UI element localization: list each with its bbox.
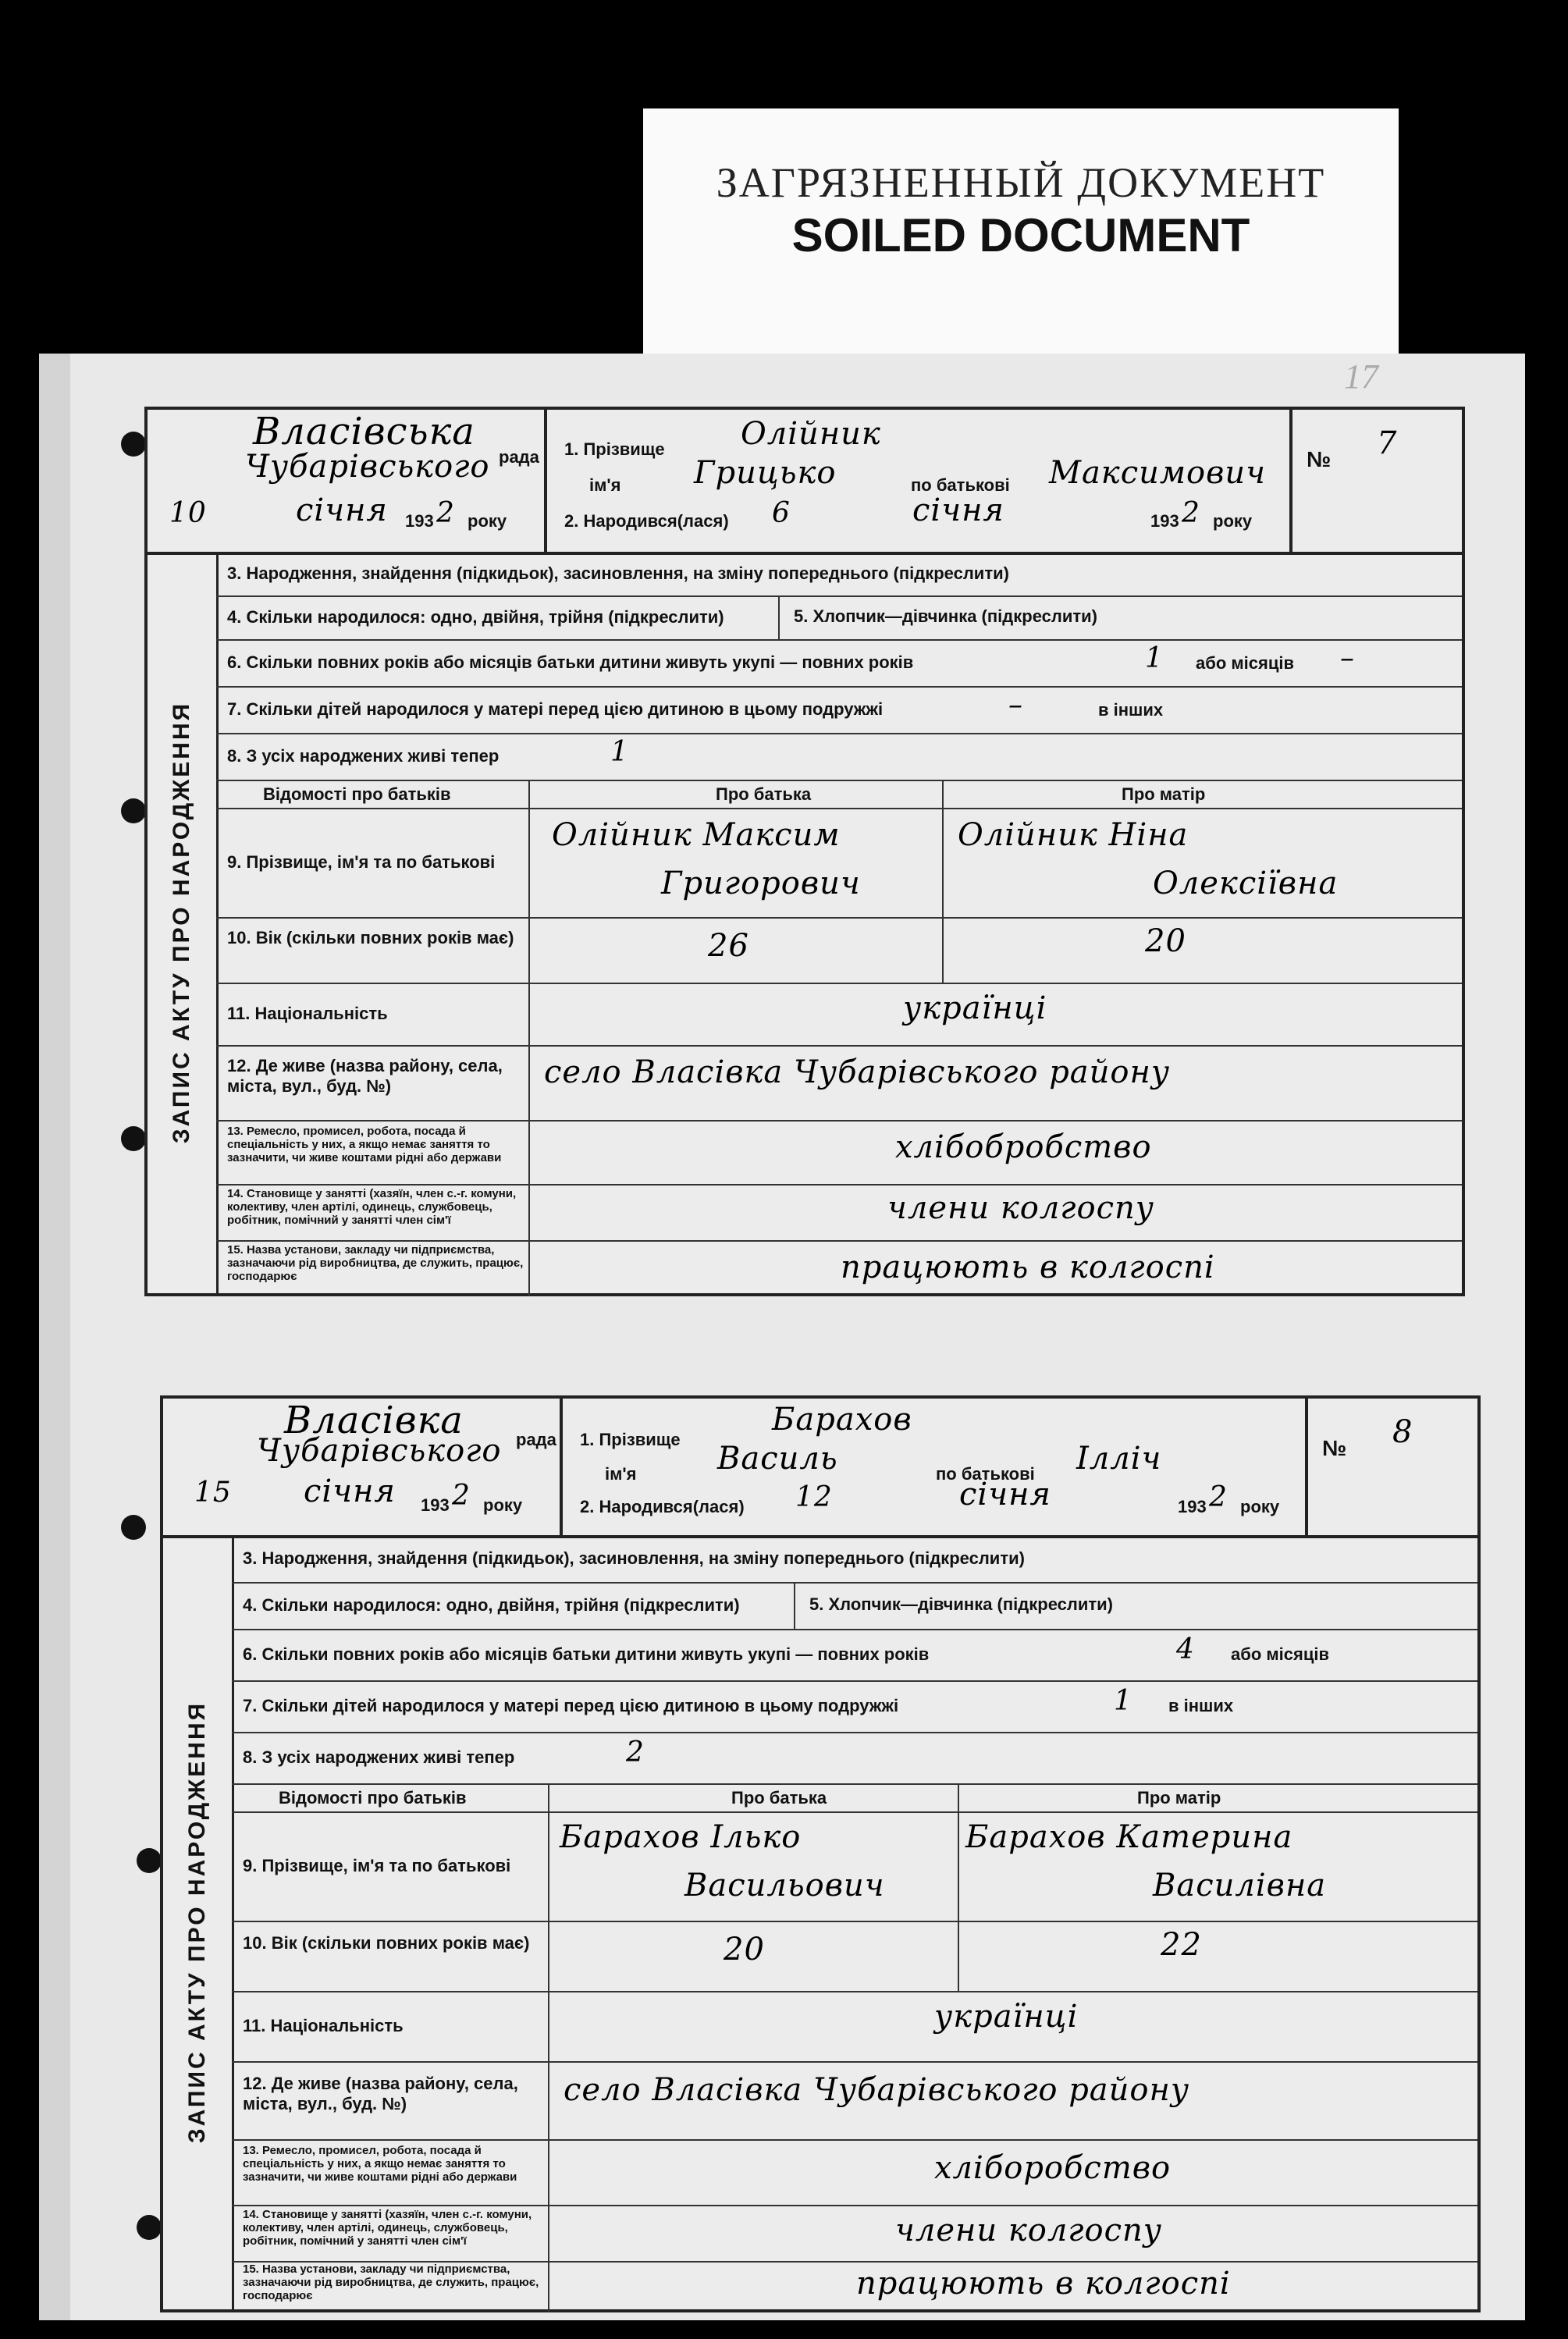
row-9: 9. Прізвище, ім'я та по батькові Олійник Максим Григорович Олійник Ніна Олексіївна xyxy=(216,808,1462,919)
reg-year-prefix: 193 xyxy=(421,1495,450,1515)
roku-label-2: року xyxy=(1213,511,1253,531)
rada-label: рада xyxy=(516,1430,556,1449)
birth-label: 2. Народився(лася) xyxy=(580,1497,745,1516)
reg-year: 2 xyxy=(452,1480,471,1512)
name-label: ім'я xyxy=(605,1464,637,1484)
reg-month: січня xyxy=(304,1473,396,1509)
label-english: SOILED DOCUMENT xyxy=(791,209,1250,261)
document-page xyxy=(39,354,1525,2320)
side-title: ЗАПИС АКТУ ПРО НАРОДЖЕННЯ xyxy=(169,701,194,1144)
binding-hole xyxy=(137,1848,162,1873)
row-13: 13. Ремесло, промисел, робота, посада й спеціальність у них, а якщо немає заняття то зазначити, чи живе коштами рідні або держави хлібобробство xyxy=(216,1120,1462,1185)
patronymic-value: Ілліч xyxy=(1076,1441,1162,1477)
row-6: 6. Скільки повних років або місяців батьки дитини живуть укупі — повних років 1 або місяців – xyxy=(216,639,1462,688)
soiled-document-label xyxy=(643,108,1399,358)
record-number-label: № xyxy=(1322,1436,1347,1460)
row-9: 9. Прізвище, ім'я та по батькові Барахов Ілько Васильович Барахов Катерина Василівна xyxy=(232,1811,1477,1922)
record-number: 8 xyxy=(1392,1414,1413,1450)
row-3: 3. Народження, знайдення (підкидьок), засиновлення, на зміну попереднього (підкреслити) xyxy=(232,1535,1477,1584)
name-value: Василь xyxy=(717,1441,838,1477)
side-title-cell xyxy=(148,552,219,1293)
birth-label: 2. Народився(лася) xyxy=(564,511,729,531)
patronymic-value: Максимович xyxy=(1049,455,1267,491)
birth-year: 2 xyxy=(1209,1481,1228,1513)
surname-label: 1. Прізвище xyxy=(564,439,665,459)
rada-value: Власівська xyxy=(253,410,475,453)
reg-year-prefix: 193 xyxy=(405,511,434,531)
rada-value: Власівка xyxy=(284,1399,464,1442)
roku-label-2: року xyxy=(1240,1497,1280,1516)
birth-year: 2 xyxy=(1182,497,1200,529)
surname-value: Барахов xyxy=(772,1402,912,1438)
row-7: 7. Скільки дітей народилося у матері перед цією дитиною в цьому подружжі 1 в інших xyxy=(232,1680,1477,1733)
row-7: 7. Скільки дітей народилося у матері перед цією дитиною в цьому подружжі – в інших xyxy=(216,686,1462,734)
row-15: 15. Назва установи, закладу чи підприємства, зазначаючи рід виробництва, де служить, працює, господарює працюють в колгоспі xyxy=(232,2261,1477,2312)
name-value: Грицько xyxy=(694,455,837,491)
rayon-value: Чубарівського xyxy=(257,1433,502,1469)
reg-year: 2 xyxy=(436,497,455,529)
birth-day: 12 xyxy=(795,1481,833,1513)
record-number: 7 xyxy=(1377,425,1398,461)
reg-day: 15 xyxy=(194,1477,232,1509)
row-8: 8. З усіх народжених живі тепер 2 xyxy=(232,1732,1477,1785)
row-11: 11. Національність українці xyxy=(216,983,1462,1047)
row-3: 3. Народження, знайдення (підкидьок), засиновлення, на зміну попереднього (підкреслити) xyxy=(216,552,1462,597)
row-12: 12. Де живе (назва району, села, міста, вул., буд. №) село Власівка Чубарівського району xyxy=(232,2061,1477,2141)
birth-day: 6 xyxy=(772,497,791,529)
surname-label: 1. Прізвище xyxy=(580,1430,681,1449)
row-14: 14. Становище у занятті (хазяїн, член с.-г. комуни, колективу, член артілі, одинець, службовець, робітник, помічний у занятті член сім'ї члени колгоспу xyxy=(216,1184,1462,1242)
binding-hole xyxy=(121,798,146,823)
row-13: 13. Ремесло, промисел, робота, посада й спеціальність у них, а якщо немає заняття то зазначити, чи живе коштами рідні або держави хліборобство xyxy=(232,2139,1477,2206)
binding-hole xyxy=(137,2215,162,2240)
side-title: ЗАПИС АКТУ ПРО НАРОДЖЕННЯ xyxy=(184,1701,210,2144)
birth-record-form xyxy=(160,1395,1481,2312)
birth-month: січня xyxy=(912,492,1004,528)
birth-year-prefix: 193 xyxy=(1150,511,1179,531)
page-number: 17 xyxy=(1344,357,1378,396)
rada-label: рада xyxy=(499,447,539,467)
name-label: ім'я xyxy=(589,475,621,495)
reg-month: січня xyxy=(296,492,388,528)
parents-header-row: Відомості про батьків Про батька Про матір xyxy=(216,780,1462,809)
row-6: 6. Скільки повних років або місяців батьки дитини живуть укупі — повних років 4 або місяців xyxy=(232,1629,1477,1682)
row-8: 8. З усіх народжених живі тепер 1 xyxy=(216,733,1462,781)
record-number-label: № xyxy=(1307,447,1332,471)
row-10: 10. Вік (скільки повних років має) 26 20 xyxy=(216,917,1462,984)
side-title-cell xyxy=(163,1535,234,2309)
binding-hole xyxy=(121,1515,146,1540)
record-header xyxy=(148,410,1462,555)
patronymic-label: по батькові xyxy=(911,475,1010,495)
surname-value: Олійник xyxy=(741,416,881,452)
patronymic-label: по батькові xyxy=(936,1464,1035,1484)
row-4-5: 4. Скільки народилося: одно, двійня, трійня (підкреслити) 5. Хлопчик—дівчинка (підкреслити) xyxy=(216,595,1462,641)
row-4-5: 4. Скільки народилося: одно, двійня, трійня (підкреслити) 5. Хлопчик—дівчинка (підкреслити) xyxy=(232,1582,1477,1630)
row-15: 15. Назва установи, закладу чи підприємства, зазначаючи рід виробництва, де служить, працює, господарює працюють в колгоспі xyxy=(216,1240,1462,1296)
roku-label: року xyxy=(468,511,507,531)
label-russian: ЗАГРЯЗНЕННЫЙ ДОКУМЕНТ xyxy=(716,159,1326,206)
row-11: 11. Національність українці xyxy=(232,1991,1477,2063)
rayon-value: Чубарівського xyxy=(245,449,490,485)
reg-day: 10 xyxy=(169,497,207,529)
page-edge xyxy=(39,354,70,2320)
birth-record-form xyxy=(144,407,1465,1296)
row-14: 14. Становище у занятті (хазяїн, член с.-г. комуни, колективу, член артілі, одинець, службовець, робітник, помічний у занятті член сім'ї члени колгоспу xyxy=(232,2205,1477,2263)
parents-header-row: Відомості про батьків Про батька Про матір xyxy=(232,1783,1477,1813)
binding-hole xyxy=(121,432,146,457)
row-12: 12. Де живе (назва району, села, міста, вул., буд. №) село Власівка Чубарівського району xyxy=(216,1045,1462,1122)
roku-label: року xyxy=(483,1495,523,1515)
birth-month: січня xyxy=(959,1477,1051,1513)
binding-hole xyxy=(121,1126,146,1151)
row-10: 10. Вік (скільки повних років має) 20 22 xyxy=(232,1921,1477,1992)
record-header xyxy=(163,1399,1477,1538)
birth-year-prefix: 193 xyxy=(1178,1497,1207,1516)
